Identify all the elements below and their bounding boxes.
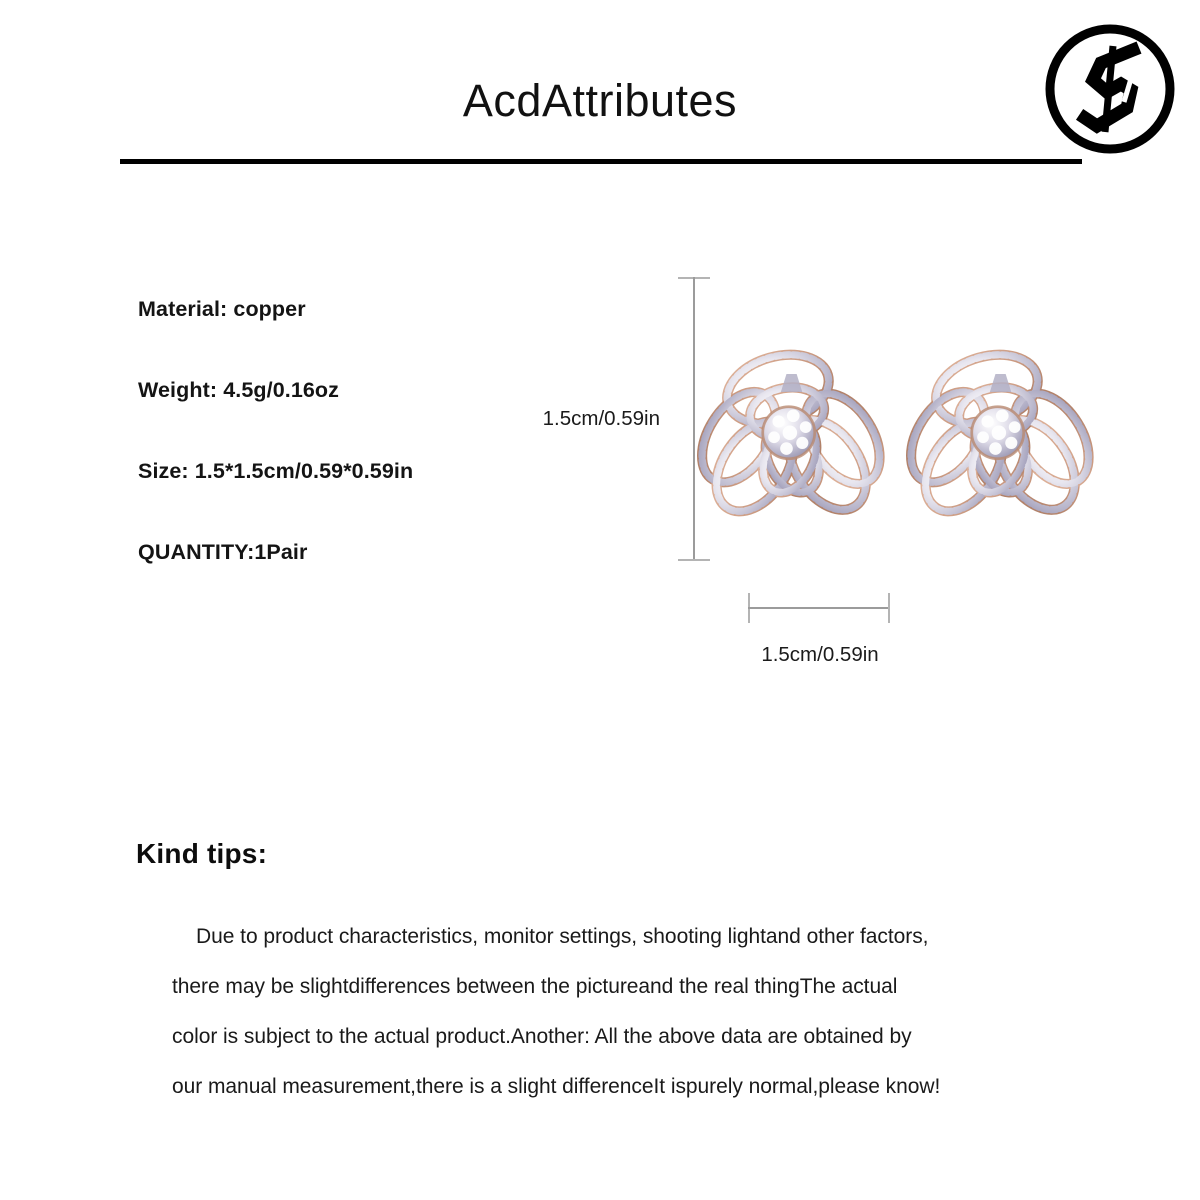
product-image-earrings <box>678 320 1108 550</box>
width-caliper-line <box>748 607 890 609</box>
height-dimension-label: 1.5cm/0.59in <box>542 407 660 430</box>
spec-size: Size: 1.5*1.5cm/0.59*0.59in <box>138 459 414 483</box>
tips-line: Due to product characteristics, monitor settings, shooting lightand other factors, <box>196 925 929 948</box>
tips-line: there may be slightdifferences between the pictureand the real thingThe actual <box>172 975 898 998</box>
tips-body <box>172 912 1032 1112</box>
tips-heading: Kind tips: <box>136 838 268 869</box>
tips-line: our manual measurement,there is a slight differenceIt ispurely normal,please know! <box>172 1075 941 1098</box>
height-caliper-bottom-cap <box>678 559 710 561</box>
width-caliper-right-cap <box>888 593 890 623</box>
width-caliper <box>748 593 890 623</box>
width-dimension-label: 1.5cm/0.59in <box>761 643 879 666</box>
product-figure <box>542 265 1120 685</box>
specification-list <box>138 297 568 565</box>
title-divider <box>120 159 1082 164</box>
page-title: AcdAttributes <box>462 75 738 126</box>
spec-weight: Weight: 4.5g/0.16oz <box>138 378 340 402</box>
tips-line: color is subject to the actual product.Another: All the above data are obtained by <box>172 1025 912 1048</box>
spec-quantity: QUANTITY:1Pair <box>138 540 308 564</box>
spec-material: Material: copper <box>138 297 306 321</box>
